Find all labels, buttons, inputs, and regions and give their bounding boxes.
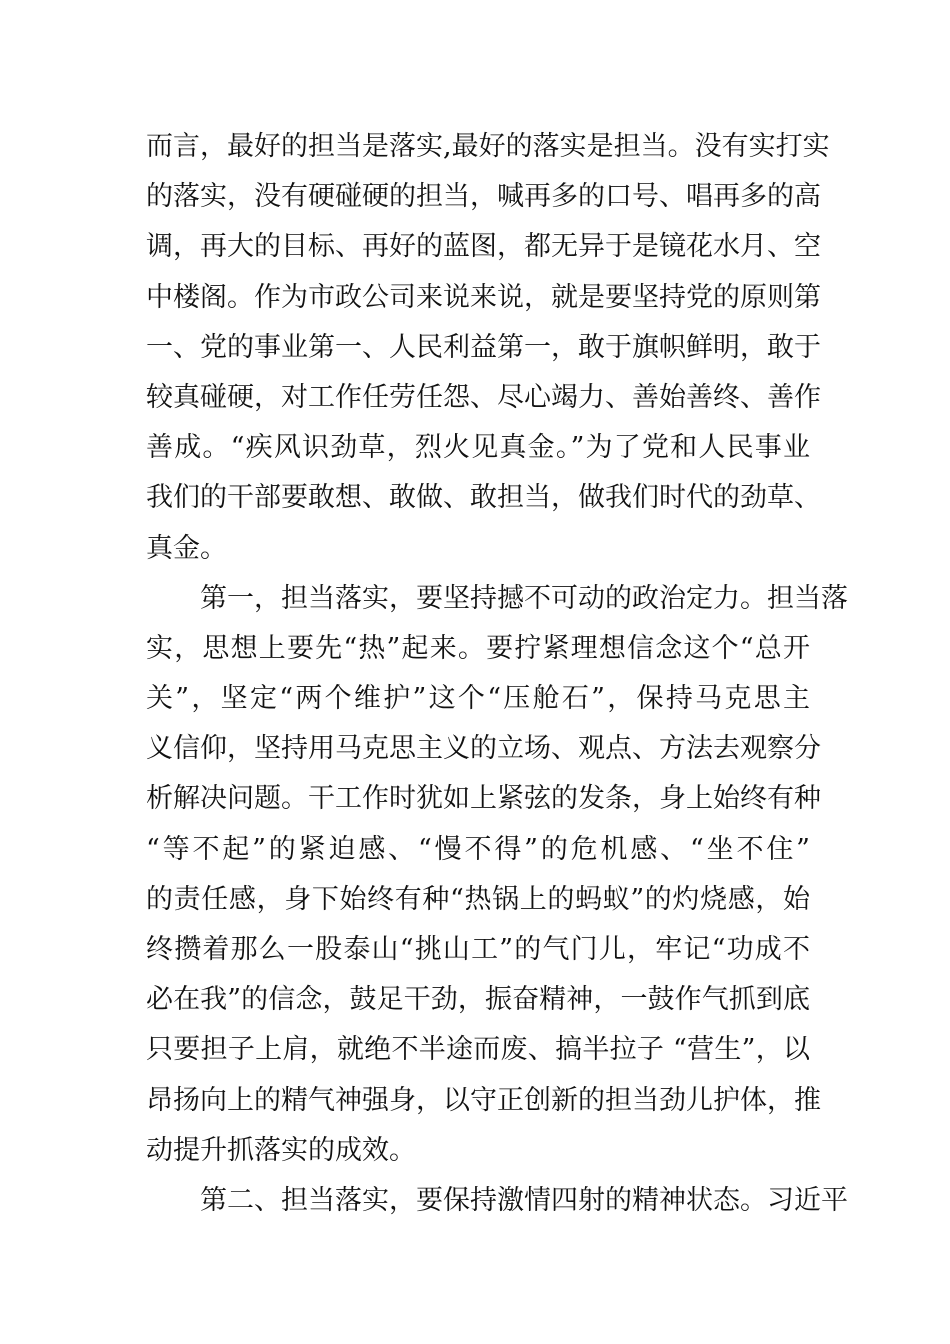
text-line: 动提升抓落实的成效。 xyxy=(146,1134,416,1166)
text-line: 较真碰硬，对工作任劳任怨、尽心竭力、善始善终、善作 xyxy=(146,381,821,413)
text-line: 实，思想上要先“热”起来。要拧紧理想信念这个“总开 xyxy=(146,632,810,664)
text-line: 调，再大的目标、再好的蓝图，都无异于是镜花水月、空 xyxy=(146,231,821,263)
text-line: “等不起”的紧迫感、“慢不得”的危机感、“坐不住” xyxy=(146,833,810,865)
text-line: 析解决问题。干工作时犹如上紧弦的发条，身上始终有种 xyxy=(146,783,821,815)
text-line: 一、党的事业第一、人民利益第一，敢于旗帜鲜明，敢于 xyxy=(146,331,821,363)
text-line: 而言，最好的担当是落实,最好的落实是担当。没有实打实 xyxy=(146,131,830,162)
text-line: 的落实，没有硬碰硬的担当，喊再多的口号、唱再多的高 xyxy=(146,181,821,213)
text-line: 我们的干部要敢想、敢做、敢担当，做我们时代的劲草、 xyxy=(146,482,821,514)
text-line: 关”，坚定“两个维护”这个“压舱石”，保持马克思主 xyxy=(146,683,810,715)
paragraph-first-line: 第二、担当落实，要保持激情四射的精神状态。习近平 xyxy=(146,1184,848,1216)
text-line: 义信仰，坚持用马克思主义的立场、观点、方法去观察分 xyxy=(146,733,821,765)
text-line: 只要担子上肩，就绝不半途而废、搞半拉子 “营生”，以 xyxy=(146,1034,810,1066)
text-line: 善成。“疾风识劲草，烈火见真金。”为了党和人民事业 xyxy=(146,432,810,464)
text-line: 终攒着那么一股泰山“挑山工”的气门儿，牢记“功成不 xyxy=(146,934,810,965)
text-line: 必在我”的信念，鼓足干劲，振奋精神，一鼓作气抓到底 xyxy=(146,984,810,1016)
paragraph-first-line: 第一，担当落实，要坚持撼不可动的政治定力。担当落 xyxy=(146,582,848,614)
text-line: 中楼阁。作为市政公司来说来说，就是要坚持党的原则第 xyxy=(146,281,821,313)
text-line: 的责任感，身下始终有种“热锅上的蚂蚁”的灼烧感，始 xyxy=(146,883,810,915)
text-line: 真金。 xyxy=(146,532,227,564)
text-line: 昂扬向上的精气神强身，以守正创新的担当劲儿护体，推 xyxy=(146,1084,821,1116)
body-text xyxy=(146,122,848,1226)
